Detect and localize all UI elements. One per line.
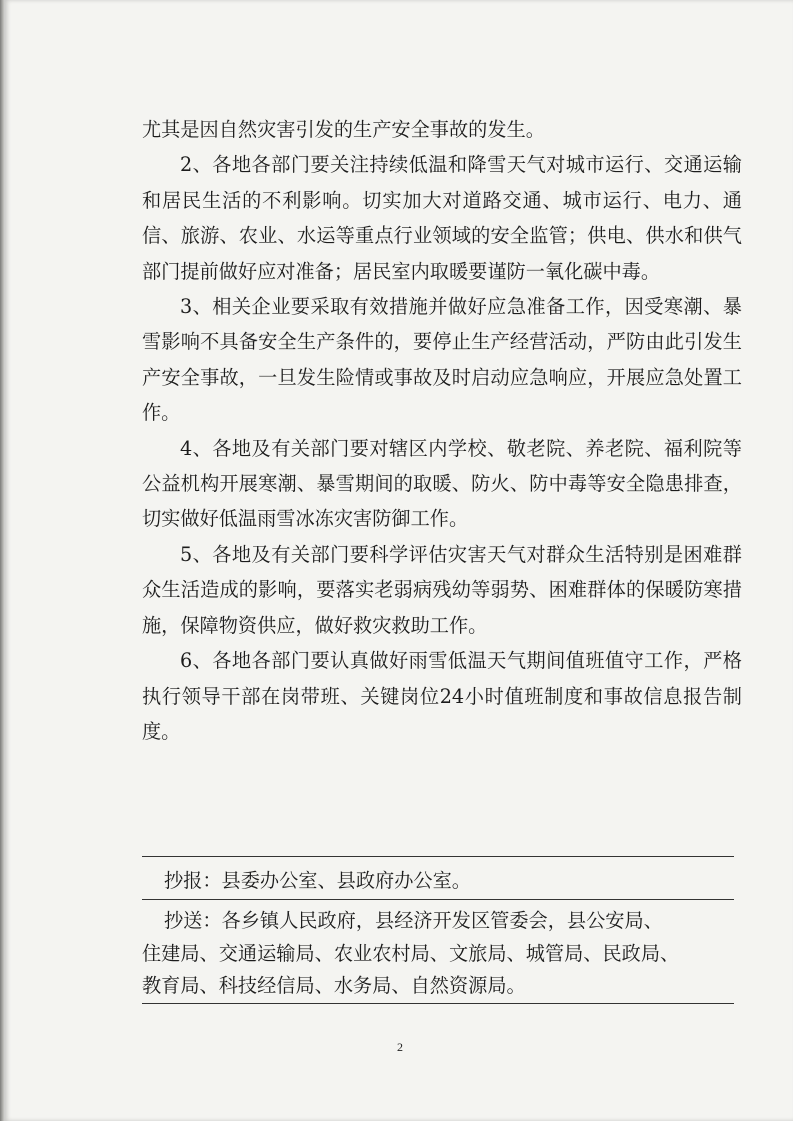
cc-send-line: 教育局、科技经信局、水务局、自然资源局。 [142,974,526,997]
paragraph-item-4: 4、各地及有关部门要对辖区内学校、敬老院、养老院、福利院等公益机构开展寒潮、暴雪期间的取暖、防火、防中毒等安全隐患排查，切实做好低温雨雪冰冻灾害防御工作。 [142,436,742,531]
paragraph-item-5: 5、各地及有关部门要科学评估灾害天气对群众生活特别是困难群众生活造成的影响，要落实老弱病残幼等弱势、困难群体的保暖防寒措施，保障物资供应，做好救灾救助工作。 [142,542,742,637]
top-rule [142,856,734,857]
cc-send [142,905,734,1003]
bottom-rule [142,1003,734,1004]
page-number: 2 [397,1040,403,1054]
paragraph-item-2: 2、各地各部门要关注持续低温和降雪天气对城市运行、交通运输和居民生活的不利影响。切实加大对道路交通、城市运行、电力、通信、旅游、农业、水运等重点行业领域的安全监管；供电、供水和供气部门提前做好应对准备；居民室内取暖要谨防一氧化碳中毒。 [142,153,742,283]
document-body [142,112,742,749]
cc-send-line: 抄送：各乡镇人民政府，县经济开发区管委会，县公安局、 [164,909,663,932]
cc-send-line: 住建局、交通运输局、农业农村局、文旅局、城管局、民政局、 [142,941,680,965]
cc-report-text: 抄报：县委办公室、县政府办公室。 [164,869,471,892]
paragraph-continuation: 尤其是因自然灾害引发的生产安全事故的发生。 [142,118,545,141]
cc-report [142,866,734,896]
middle-rule [142,899,734,900]
paragraph-item-3: 3、相关企业要采取有效措施并做好应急准备工作，因受寒潮、暴雪影响不具备安全生产条件的，要停止生产经营活动，严防由此引发生产安全事故，一旦发生险情或事故及时启动应急响应，开展应急处置工作。 [142,295,742,425]
paragraph-item-6: 6、各地各部门要认真做好雨雪低温天气期间值班值守工作，严格执行领导干部在岗带班、关键岗位24小时值班制度和事故信息报告制度。 [142,649,742,743]
